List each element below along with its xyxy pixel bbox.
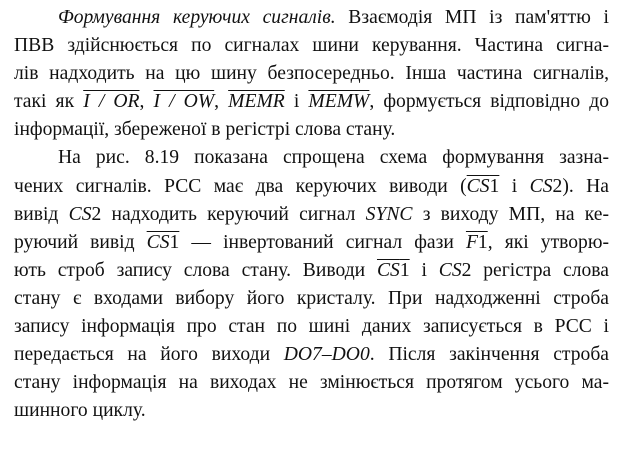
signal-f1: F1	[465, 231, 488, 253]
text-run: — інвертований сигнал фази	[179, 231, 466, 253]
text-line: ПВВ здійснюється по сигналах шини керування. Частина сигна-	[14, 35, 609, 57]
signal-cs1: CS1	[466, 175, 500, 197]
text-line	[14, 257, 609, 285]
paragraph-control-signals	[14, 4, 609, 144]
text-run: чених сигналів. РСС має два керуючих виводи (	[14, 175, 467, 197]
text-run: надходить керуючий сигнал	[101, 203, 366, 225]
text-run: і	[409, 259, 439, 281]
signal-io-read: I / OR	[83, 91, 140, 113]
text-line: стану є входами вибору його кристалу. При надходженні строба	[14, 287, 609, 309]
text-line: інформації, збереженої в регістрі слова стану.	[14, 119, 396, 141]
signal-sync: SYNC	[365, 203, 413, 225]
section-title: Формування керуючих сигналів.	[58, 7, 336, 28]
signal-cs2: CS	[438, 259, 462, 281]
text-run: регістра слова	[471, 259, 609, 281]
text-line: шинного циклу.	[14, 400, 146, 422]
text-run: . Після закінчення строба	[369, 344, 609, 366]
text-line	[14, 201, 609, 229]
signal-mem-read: MEMR	[228, 91, 285, 113]
text-line	[14, 173, 609, 201]
signal-cs2: CS	[529, 175, 553, 197]
text-line	[14, 88, 609, 116]
text-line	[14, 341, 609, 369]
text-line	[14, 4, 609, 32]
signal-io-write: I / OW	[153, 91, 215, 113]
text-run: ,	[139, 91, 154, 113]
text-run: з виходу МП, на ке-	[412, 203, 609, 225]
text-run: і	[284, 91, 309, 113]
text-run: руючий вивід	[14, 231, 147, 253]
text-run: і	[499, 175, 530, 197]
text-line: запису інформація про стан по шині даних записується в РСС і	[14, 316, 609, 338]
text-run: ,	[214, 91, 229, 113]
text-run: 2). На	[552, 175, 610, 197]
text-line: стану інформація на виходах не змінюється протягом усього ма-	[14, 372, 609, 394]
text-run: , формується відповідно до	[369, 91, 610, 113]
text-run: Взаємодія МП із пам'яттю і	[335, 7, 609, 28]
text-line	[14, 229, 609, 257]
text-run: 2	[91, 203, 102, 225]
paragraph-status-register	[14, 144, 609, 425]
signal-mem-write: MEMW	[308, 91, 370, 113]
signal-data-outputs: DO7–DO0	[283, 344, 370, 366]
text-run: ють строб запису слова стану. Виводи	[14, 259, 377, 281]
text-line: лів надходить на цю шину безпосередньо. Інша частина сигналів,	[14, 63, 609, 85]
signal-cs1: CS1	[146, 231, 180, 253]
text-run: такі як	[14, 91, 84, 113]
text-run: передається на його виходи	[14, 344, 284, 366]
signal-cs1: CS1	[376, 259, 410, 281]
text-run: 2	[461, 259, 472, 281]
text-run: вивід	[14, 203, 69, 225]
text-line: На рис. 8.19 показана спрощена схема формування зазна-	[58, 147, 609, 169]
text-run: , які утворю-	[487, 231, 610, 253]
signal-cs2: CS	[68, 203, 92, 225]
